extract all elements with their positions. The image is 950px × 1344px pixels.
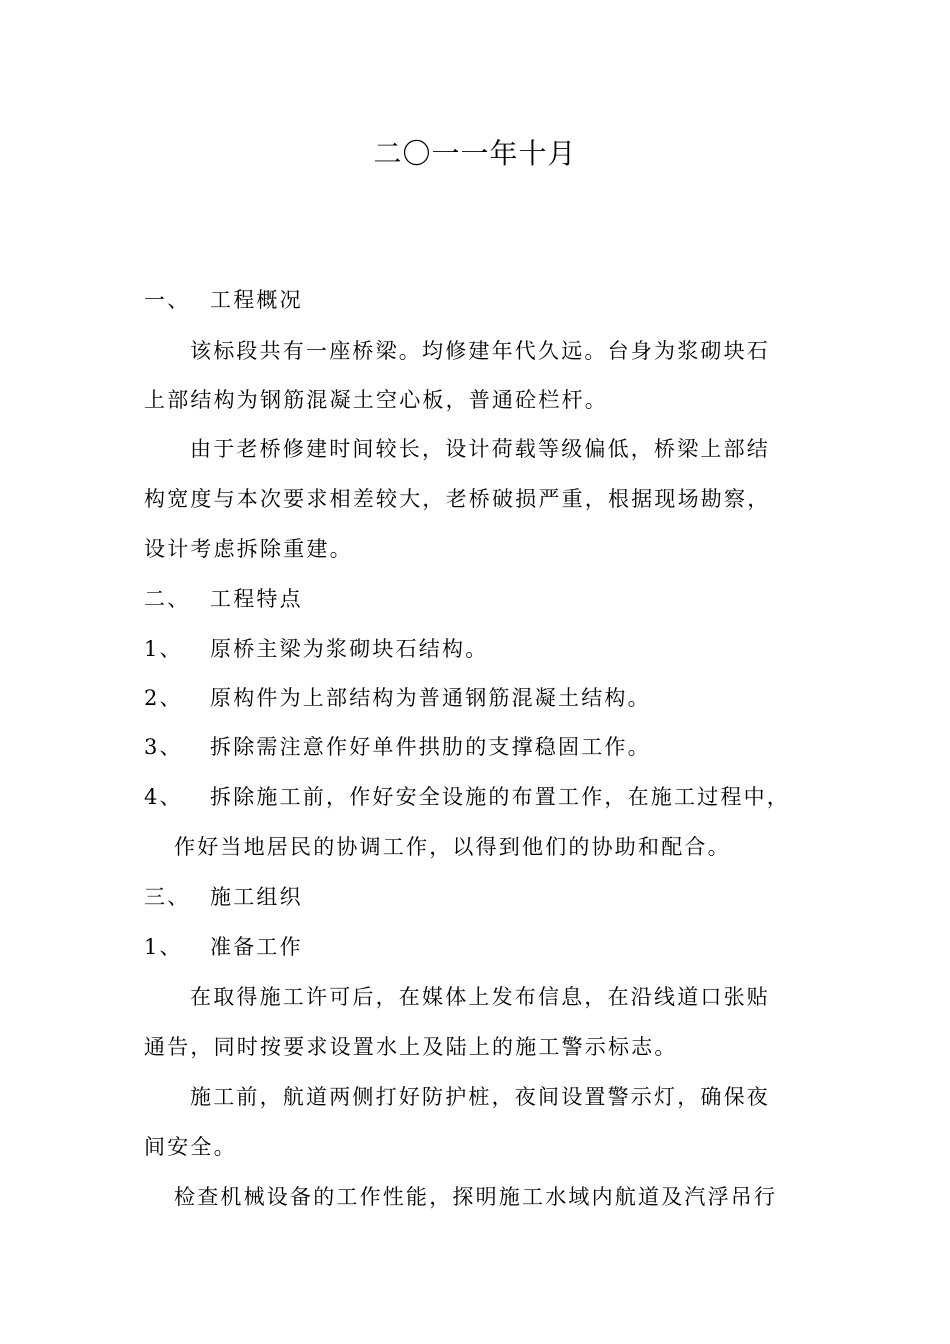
- section-number: 二、: [144, 587, 191, 611]
- paragraph-line: 间安全。: [144, 1135, 237, 1159]
- subsection-heading: [144, 932, 303, 962]
- paragraph-line: 上部结构为钢筋混凝土空心板，普通砼栏杆。: [144, 388, 608, 412]
- list-item: [144, 782, 790, 812]
- list-item: [144, 634, 488, 664]
- paragraph-line: 该标段共有一座桥梁。均修建年代久远。台身为浆砌块石: [190, 339, 770, 363]
- list-text: 拆除需注意作好单件拱肋的支撑稳固工作。: [210, 735, 651, 759]
- section-number: 一、: [144, 288, 191, 312]
- section-title: 工程概况: [210, 288, 303, 312]
- paragraph-line: 由于老桥修建时间较长，设计荷载等级偏低，桥梁上部结: [190, 437, 770, 461]
- paragraph-line: 构宽度与本次要求相差较大，老桥破损严重，根据现场勘察，: [144, 487, 771, 511]
- paragraph-line: 检查机械设备的工作性能，探明施工水域内航道及汽浮吊行: [174, 1185, 778, 1209]
- section-title: 施工组织: [210, 885, 303, 909]
- subsection-title: 准备工作: [210, 935, 303, 959]
- section-heading-features: [144, 584, 303, 614]
- paragraph-line: 通告，同时按要求设置水上及陆上的施工警示标志。: [144, 1035, 678, 1059]
- paragraph-line: 施工前，航道两侧打好防护桩，夜间设置警示灯，确保夜: [190, 1085, 770, 1109]
- list-number: 1、: [144, 637, 183, 661]
- paragraph-line: 在取得施工许可后，在媒体上发布信息，在沿线道口张贴: [190, 985, 770, 1009]
- paragraph-line: 设计考虑拆除重建。: [144, 537, 353, 561]
- list-text: 原桥主梁为浆砌块石结构。: [210, 637, 489, 661]
- subsection-number: 1、: [144, 935, 183, 959]
- list-number: 2、: [144, 686, 183, 710]
- list-item: [144, 683, 651, 713]
- section-number: 三、: [144, 885, 191, 909]
- list-number: 4、: [144, 785, 183, 809]
- document-date: 二〇一一年十月: [373, 137, 577, 170]
- list-item: [144, 732, 651, 762]
- list-number: 3、: [144, 735, 183, 759]
- section-heading-overview: [144, 285, 303, 315]
- list-text: 拆除施工前，作好安全设施的布置工作，在施工过程中，: [210, 785, 790, 809]
- list-item-continuation: 作好当地居民的协调工作，以得到他们的协助和配合。: [174, 835, 731, 859]
- section-title: 工程特点: [210, 587, 303, 611]
- list-text: 原构件为上部结构为普通钢筋混凝土结构。: [210, 686, 651, 710]
- section-heading-organization: [144, 882, 303, 912]
